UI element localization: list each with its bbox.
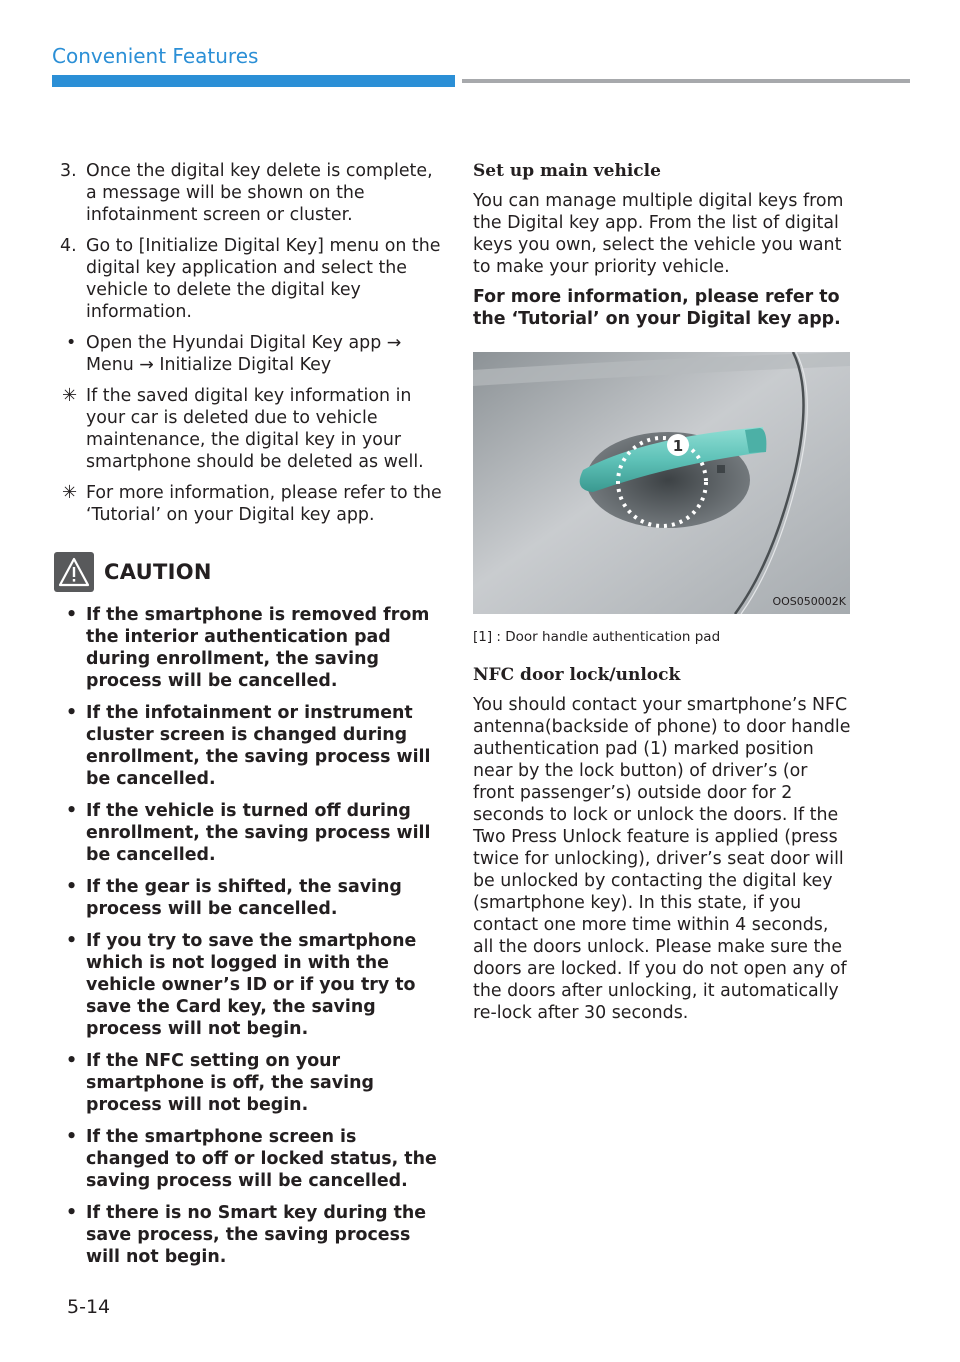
main-vehicle-tutorial-note: For more information, please refer to the ‘Tutorial’ on your Digital key app.: [473, 287, 841, 329]
section-heading-nfc: NFC door lock/unlock: [473, 665, 681, 685]
figure-caption: [1] : Door handle authentication pad: [473, 629, 721, 645]
bullet-marker: •: [66, 1127, 78, 1147]
caution-item: [60, 604, 442, 692]
section-title: Convenient Features: [52, 44, 259, 68]
caution-title: CAUTION: [104, 560, 212, 584]
nfc-text: You should contact your smartphone’s NFC antenna(backside of phone) to door handle authentication pad (1) marked position near by the lock button) of driver’s (or front passenger’s) outside door for 2 seconds to lock or unlock the doors. If the Two Press Unlock feature is applied (press twice for unlocking), driver’s seat door will be unlocked by contacting the digital key (smartphone key). In this state, if you contact one more time within 4 seconds, all the doors unlock. Please make sure the doors are locked. If you do not open any of the doors after unlocking, it automatically re-lock after 30 seconds.: [473, 695, 851, 1023]
page-number: 5-14: [67, 1296, 111, 1318]
caution-text: If there is no Smart key during the save process, the saving process will not begin.: [86, 1203, 427, 1267]
right-column: [473, 160, 853, 1032]
callout-number: 1: [672, 437, 684, 455]
caution-list: [60, 604, 442, 1268]
caution-item: [60, 800, 442, 866]
caution-text: If the smartphone screen is changed to off or locked status, the saving process will be cancelled.: [86, 1127, 437, 1191]
step-3: [60, 160, 442, 226]
caution-item: [60, 876, 442, 920]
caution-item: [60, 1126, 442, 1192]
bullet-marker: •: [66, 877, 78, 897]
header-rule: [462, 79, 910, 83]
bullet-marker: •: [66, 703, 78, 723]
caution-text: If you try to save the smartphone which is not logged in with the vehicle owner’s ID or if you try to save the Card key, the saving process will not begin.: [86, 931, 417, 1039]
caution-text: If the infotainment or instrument cluster screen is changed during enrollment, the saving process will be cancelled.: [86, 703, 431, 789]
caution-text: If the NFC setting on your smartphone is off, the saving process will not begin.: [86, 1051, 374, 1115]
bullet-marker: •: [66, 333, 77, 353]
bullet-text: Open the Hyundai Digital Key app → Menu → Initialize Digital Key: [86, 333, 402, 375]
note-tutorial: [60, 482, 442, 526]
bullet-marker: •: [66, 605, 78, 625]
bullet-marker: •: [66, 1051, 78, 1071]
warning-triangle-icon: [54, 552, 94, 592]
caution-header: [60, 552, 442, 592]
asterisk-icon: ✳: [62, 385, 78, 406]
door-handle-illustration: [473, 352, 850, 614]
figure-code: OOS050002K: [772, 595, 846, 608]
step-number: 4.: [60, 236, 77, 256]
bullet-marker: •: [66, 801, 78, 821]
caution-item: [60, 1202, 442, 1268]
step-text: Once the digital key delete is complete, a message will be shown on the infotainment screen or cluster.: [86, 161, 433, 225]
bullet-marker: •: [66, 1203, 78, 1223]
left-column: [60, 160, 442, 1278]
caution-item: [60, 1050, 442, 1116]
door-handle-figure: [473, 352, 850, 614]
caution-item: [60, 930, 442, 1040]
note-text: For more information, please refer to the ‘Tutorial’ on your Digital key app.: [86, 483, 442, 525]
bullet-app-path: [60, 332, 442, 376]
section-heading-main-vehicle: Set up main vehicle: [473, 161, 661, 181]
bullet-marker: •: [66, 931, 78, 951]
asterisk-icon: ✳: [62, 482, 78, 503]
caution-item: [60, 702, 442, 790]
note-maintenance: [60, 385, 442, 473]
step-number: 3.: [60, 161, 77, 181]
caution-text: If the vehicle is turned off during enrollment, the saving process will be cancelled.: [86, 801, 431, 865]
main-vehicle-text: You can manage multiple digital keys from the Digital key app. From the list of digital keys you own, select the vehicle you want to make your priority vehicle.: [473, 191, 844, 277]
caution-text: If the smartphone is removed from the interior authentication pad during enrollment, the saving process will be cancelled.: [86, 605, 430, 691]
step-text: Go to [Initialize Digital Key] menu on the digital key application and select the vehicle to delete the digital key information.: [86, 236, 441, 322]
caution-text: If the gear is shifted, the saving process will be cancelled.: [86, 877, 402, 919]
note-text: If the saved digital key information in your car is deleted due to vehicle maintenance, the digital key in your smartphone should be deleted as well.: [86, 386, 424, 472]
header-accent-bar: [52, 75, 455, 87]
step-4: [60, 235, 442, 323]
